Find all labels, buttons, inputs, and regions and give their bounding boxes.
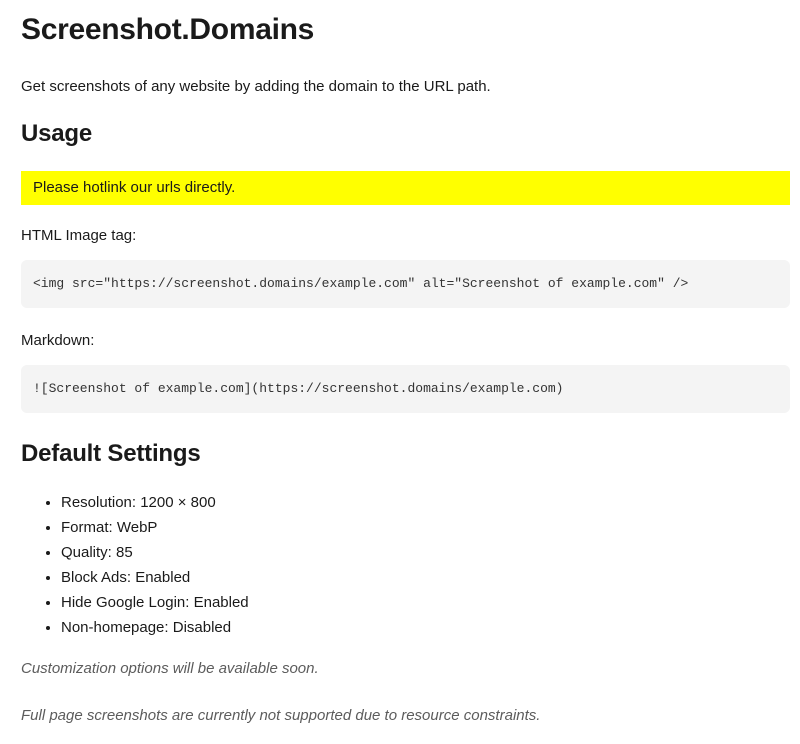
setting-resolution: • Resolution: 1200 × 800 [61,490,790,515]
markdown-code-text: ![Screenshot of example.com](https://screenshot.domains/example.com) [33,381,564,397]
hotlink-notice [21,171,790,205]
fullpage-note: Full page screenshots are currently not supported due to resource constraints. [21,707,541,725]
setting-hide-google-login: • Hide Google Login: Enabled [61,590,790,615]
customization-note: Customization options will be available soon. [21,660,319,678]
markdown-code-block [21,365,790,413]
document-body [21,13,790,726]
settings-list [21,490,790,640]
hotlink-notice-text: Please hotlink our urls directly. [33,179,236,197]
setting-quality: • Quality: 85 [61,540,790,565]
intro-text: Get screenshots of any website by adding the domain to the URL path. [21,77,491,95]
html-code-block [21,260,790,308]
html-code-text: <img src="https://screenshot.domains/example.com" alt="Screenshot of example.com" /> [33,276,689,292]
setting-format: • Format: WebP [61,515,790,540]
setting-block-ads: • Block Ads: Enabled [61,565,790,590]
markdown-label: Markdown: [21,332,95,350]
default-settings-heading: Default Settings [21,440,201,468]
setting-non-homepage: • Non-homepage: Disabled [61,615,790,640]
usage-heading: Usage [21,119,93,147]
page-title: Screenshot.Domains [21,13,315,46]
html-image-tag-label: HTML Image tag: [21,227,137,245]
